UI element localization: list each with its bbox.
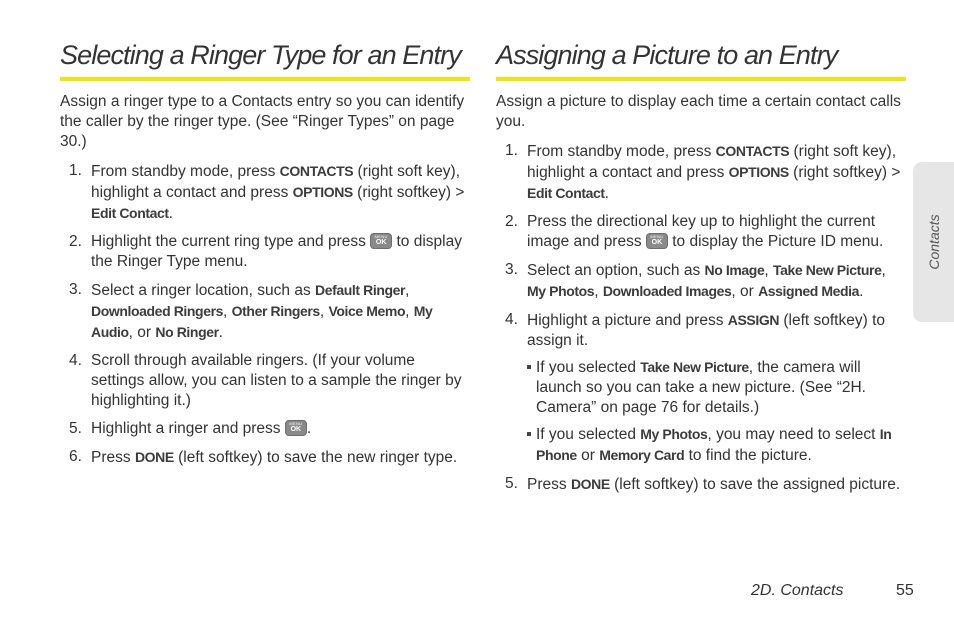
option-downloaded-ringers: Downloaded Ringers bbox=[91, 303, 224, 319]
key-done: DONE bbox=[570, 476, 610, 492]
option-default-ringer: Default Ringer bbox=[315, 282, 406, 298]
right-steps bbox=[496, 141, 906, 495]
option-no-image: No Image bbox=[704, 262, 765, 278]
right-step-5: 5. Press DONE (left softkey) to save the assigned picture. bbox=[505, 475, 901, 493]
option-take-new-picture: Take New Picture bbox=[772, 262, 882, 278]
square-bullet-icon bbox=[527, 365, 531, 369]
key-done: DONE bbox=[134, 449, 174, 465]
side-tab-label: Contacts bbox=[925, 214, 942, 270]
option-downloaded-images: Downloaded Images bbox=[602, 283, 732, 299]
left-step-3: 3. Select a ringer location, such as Default Ringer, Downloaded Ringers, Other Ringers, Voice Memo, My Audio, or No Ringer. bbox=[69, 281, 433, 341]
left-intro: Assign a ringer type to a Contacts entry so you can identify the caller by the ringer type. (See “Ringer Types” on page 30.) bbox=[60, 93, 465, 150]
left-title-rule bbox=[60, 77, 470, 81]
right-step-3: 3. Select an option, such as No Image, Take New Picture, My Photos, Downloaded Images, or Assigned Media. bbox=[505, 261, 886, 300]
option-my-photos: My Photos bbox=[527, 283, 595, 299]
bullet-take-new-picture: If you selected Take New Picture, the camera will launch so you can take a new picture. (See “2H. Camera” on page 76 for details.) bbox=[527, 357, 906, 418]
key-edit-contact: Edit Contact bbox=[91, 205, 169, 221]
key-assign: ASSIGN bbox=[727, 312, 780, 328]
right-column bbox=[496, 40, 906, 503]
menu-ok-key-icon: MENU OK bbox=[370, 233, 392, 249]
left-step-2: 2. Highlight the current ring type and press MENU OK to display the Ringer Type menu. bbox=[69, 233, 462, 270]
key-options: OPTIONS bbox=[292, 184, 353, 200]
right-step-2: 2. Press the directional key up to highlight the current image and press MENU OK to display the Picture ID menu. bbox=[505, 213, 884, 250]
left-step-5: 5. Highlight a ringer and press MENU OK . bbox=[69, 420, 312, 437]
right-section-title: Assigning a Picture to an Entry bbox=[496, 40, 838, 70]
option-my-audio: My Audio bbox=[91, 303, 433, 340]
footer-section-name: 2D. Contacts bbox=[751, 582, 844, 599]
left-section-title: Selecting a Ringer Type for an Entry bbox=[60, 40, 461, 70]
chapter-side-tab bbox=[913, 162, 954, 322]
key-options: OPTIONS bbox=[728, 164, 789, 180]
right-intro: Assign a picture to display each time a certain contact calls you. bbox=[496, 93, 901, 130]
left-step-4: 4. Scroll through available ringers. (If your volume settings allow, you can listen to a sample the ringer by highlighting it.) bbox=[69, 352, 462, 409]
right-step-1: 1. From standby mode, press CONTACTS (right soft key), highlight a contact and press OPTIONS (right softkey) > Edit Contact. bbox=[505, 142, 901, 202]
page-number: 55 bbox=[896, 582, 914, 599]
right-step-4-bullets bbox=[527, 357, 906, 466]
left-steps bbox=[60, 161, 470, 468]
square-bullet-icon bbox=[527, 432, 531, 436]
right-step-4: 4. Highlight a picture and press ASSIGN (left softkey) to assign it. If you selected Take New Picture, the camera will launch so you can take a new picture. (See “2H. Camera” on page 76 for details.) If you selected My Photos, you may need to select In Phone or Memory Card to find the picture. bbox=[496, 310, 906, 466]
left-column bbox=[60, 40, 470, 476]
menu-ok-key-icon: MENU OK bbox=[646, 233, 668, 249]
key-contacts: CONTACTS bbox=[715, 143, 790, 159]
right-title-rule bbox=[496, 77, 906, 81]
option-assigned-media: Assigned Media bbox=[758, 283, 860, 299]
left-step-6: 6. Press DONE (left softkey) to save the new ringer type. bbox=[69, 448, 458, 466]
option-other-ringers: Other Ringers bbox=[231, 303, 320, 319]
bullet-my-photos: If you selected My Photos, you may need to select In Phone or Memory Card to find the picture. bbox=[527, 424, 906, 466]
option-no-ringer: No Ringer bbox=[155, 324, 219, 340]
option-voice-memo: Voice Memo bbox=[328, 303, 406, 319]
key-edit-contact: Edit Contact bbox=[527, 185, 605, 201]
key-contacts: CONTACTS bbox=[279, 163, 354, 179]
left-step-1: 1. From standby mode, press CONTACTS (right soft key), highlight a contact and press OPTIONS (right softkey) > Edit Contact. bbox=[69, 162, 465, 222]
menu-ok-key-icon: MENU OK bbox=[285, 420, 307, 436]
